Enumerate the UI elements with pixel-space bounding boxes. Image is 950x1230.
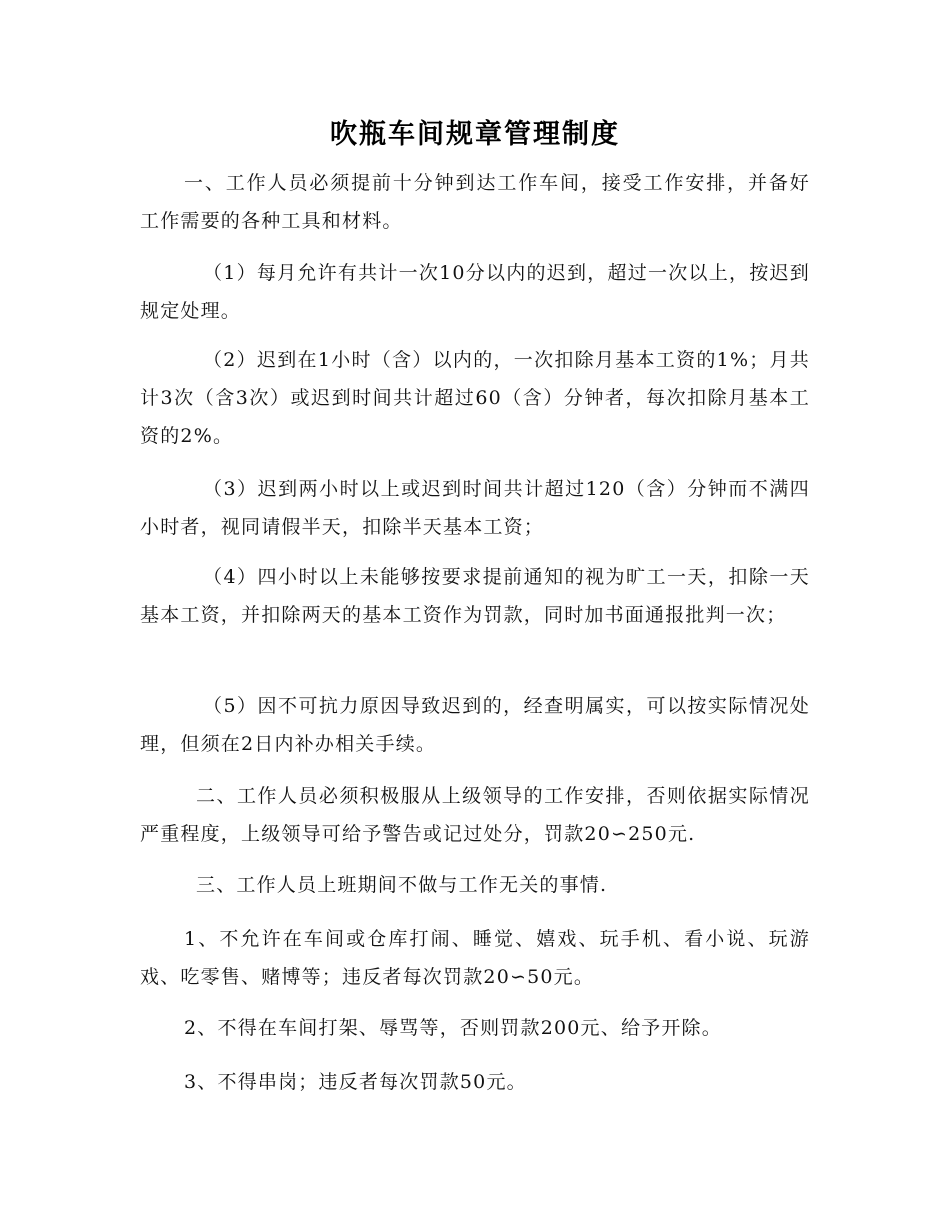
paragraph-1-4-absenteeism: （4）四小时以上未能够按要求提前通知的视为旷工一天，扣除一天基本工资，并扣除两天的基本工资作为罚款，同时加书面通报批判一次； xyxy=(140,566,810,626)
paragraph-1-2-late-deduction: （2）迟到在1小时（含）以内的，一次扣除月基本工资的1%；月共计3次（含3次）或迟到时间共计超过60（含）分钟者，每次扣除月基本工资的2%。 xyxy=(140,349,810,447)
paragraph-3-2-no-fighting: 2、不得在车间打架、辱骂等，否则罚款200元、给予开除。 xyxy=(184,1017,722,1039)
paragraph-1-3-half-day-leave: （3）迟到两小时以上或迟到时间共计超过120（含）分钟而不满四小时者，视同请假半天，扣除半天基本工资； xyxy=(140,478,810,538)
paragraph-3-3-no-post-switching: 3、不得串岗；违反者每次罚款50元。 xyxy=(184,1071,527,1093)
paragraph-3-1-prohibited-behavior: 1、不允许在车间或仓库打闹、睡觉、嬉戏、玩手机、看小说、玩游戏、吃零售、赌博等；违反者每次罚款20∽50元。 xyxy=(140,928,810,988)
paragraph-1-punctuality: 一、工作人员必须提前十分钟到达工作车间，接受工作安排，并备好工作需要的各种工具和材料。 xyxy=(140,172,810,232)
paragraph-2-obey-arrangement: 二、工作人员必须积极服从上级领导的工作安排，否则依据实际情况严重程度，上级领导可给予警告或记过处分，罚款20∽250元. xyxy=(140,785,810,845)
document-title: 吹瓶车间规章管理制度 xyxy=(330,119,620,150)
paragraph-3-no-unrelated-work: 三、工作人员上班期间不做与工作无关的事情. xyxy=(196,874,608,896)
paragraph-1-1-monthly-allowance: （1）每月允许有共计一次10分以内的迟到，超过一次以上，按迟到规定处理。 xyxy=(140,262,810,322)
paragraph-1-5-force-majeure: （5）因不可抗力原因导致迟到的，经查明属实，可以按实际情况处理，但须在2日内补办相关手续。 xyxy=(140,695,810,755)
